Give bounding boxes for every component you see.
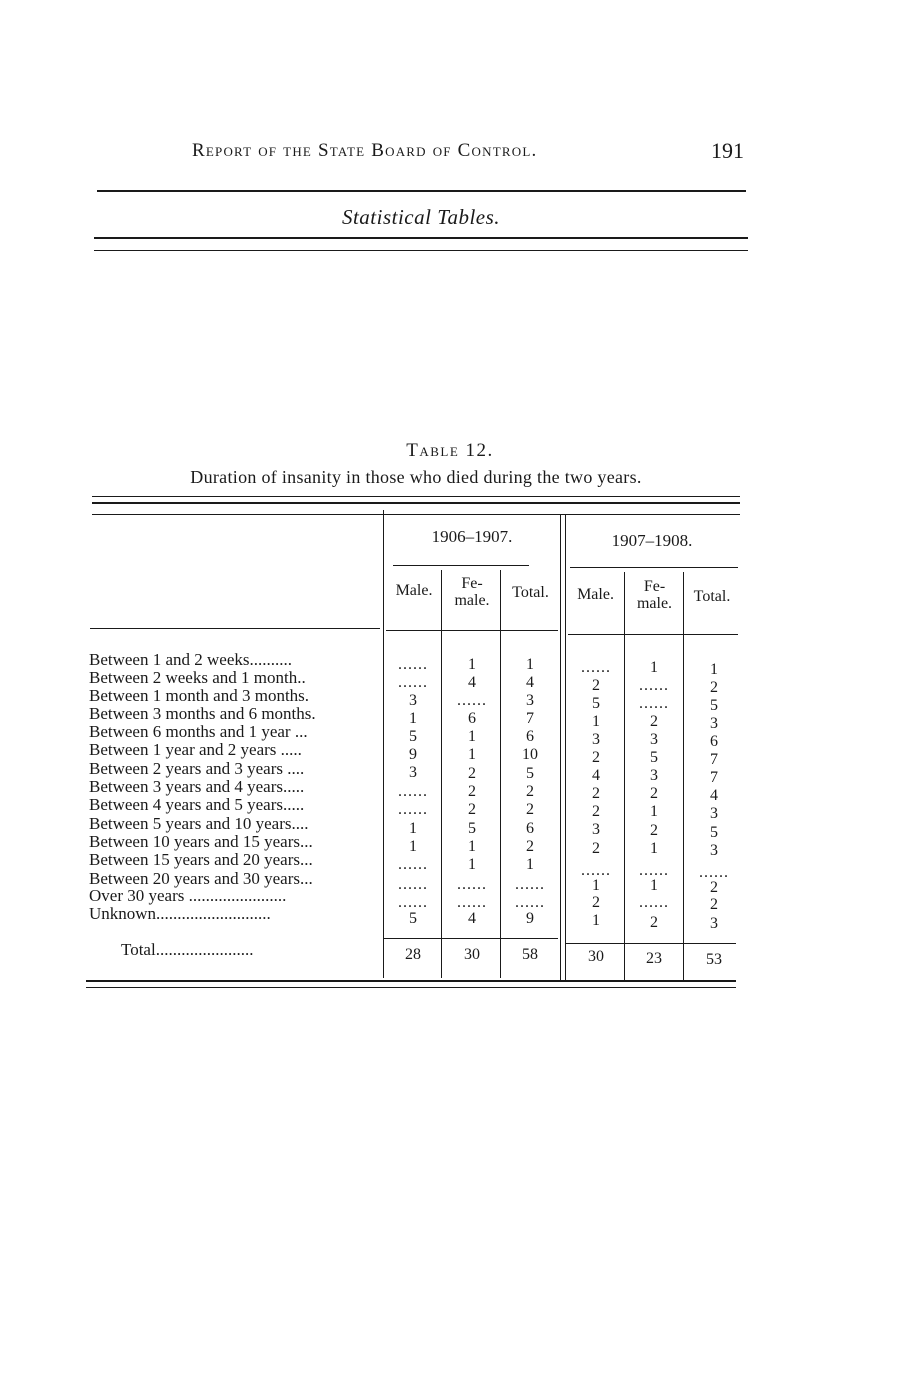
table-cell: 3: [526, 692, 534, 709]
table-cell: 2: [710, 679, 718, 696]
table-cell: ......: [581, 659, 611, 676]
table-cell: ......: [457, 692, 487, 709]
table-cell: 4: [592, 767, 600, 784]
table-cell: 3: [710, 842, 718, 859]
table-top-rule: [92, 496, 740, 497]
col-header-total-2: Total.: [693, 588, 731, 605]
table-cell: 7: [710, 751, 718, 768]
table-cell: 1: [468, 856, 476, 873]
col-divider-2: [500, 570, 501, 978]
table-cell: 3: [650, 767, 658, 784]
table-cell: ......: [515, 876, 545, 893]
table-cell: 5: [409, 910, 417, 927]
row-label: Between 3 years and 4 years.....: [89, 778, 305, 796]
table-cell: ......: [457, 876, 487, 893]
col-header-female-1: Fe- male.: [454, 575, 490, 609]
total-rule-2: [566, 943, 736, 944]
table-cell: 2: [526, 801, 534, 818]
table-label: Table 12.: [406, 440, 494, 461]
row-label: Between 5 years and 10 years....: [89, 815, 309, 833]
table-cell: ......: [515, 894, 545, 911]
table-cell: 3: [592, 821, 600, 838]
table-cell: ......: [398, 894, 428, 911]
table-cell: 1: [650, 659, 658, 676]
row-label: Between 2 weeks and 1 month..: [89, 669, 306, 687]
table-cell: 2: [592, 894, 600, 911]
row-label: Between 15 years and 20 years...: [89, 851, 313, 869]
table-cell: 1: [468, 838, 476, 855]
page-number: 191: [711, 138, 744, 163]
col-header-male-2: Male.: [577, 586, 614, 603]
table-cell: 1: [710, 661, 718, 678]
table-cell: 4: [468, 674, 476, 691]
table-cell: 5: [710, 824, 718, 841]
table-cell: ......: [639, 862, 669, 879]
col-header-rule-2: [568, 634, 738, 635]
table-bottom-rule: [86, 980, 736, 982]
table-cell: 1: [409, 820, 417, 837]
table-cell: 2: [710, 896, 718, 913]
table-cell: 1: [650, 840, 658, 857]
total-cell: 23: [646, 950, 662, 967]
table-cell: 2: [650, 914, 658, 931]
table-top-rule-3: [92, 514, 740, 515]
table-cell: 2: [592, 785, 600, 802]
period-header-1907-1908: 1907–1908.: [611, 531, 693, 550]
table-cell: 5: [592, 695, 600, 712]
table-cell: 1: [650, 803, 658, 820]
table-cell: 3: [710, 715, 718, 732]
col-header-total-1: Total.: [512, 584, 549, 601]
col-divider-mid-b: [565, 514, 566, 980]
table-cell: 3: [592, 731, 600, 748]
table-cell: 4: [468, 910, 476, 927]
col-header-rule-1: [386, 630, 558, 631]
section-rule-bottom: [94, 250, 748, 251]
table-caption: Duration of insanity in those who died during the two years.: [190, 467, 642, 487]
period-rule-1: [393, 565, 529, 566]
table-cell: ......: [398, 674, 428, 691]
table-cell: 6: [526, 728, 534, 745]
table-cell: 2: [468, 765, 476, 782]
stub-header-rule: [90, 628, 380, 629]
table-top-rule-2: [92, 502, 740, 504]
row-label: Between 20 years and 30 years...: [89, 870, 313, 888]
period-header-1906-1907: 1906–1907.: [431, 527, 513, 546]
period-rule-2: [570, 567, 738, 568]
row-label: Between 1 month and 3 months.: [89, 687, 310, 705]
table-cell: 1: [526, 856, 534, 873]
table-cell: ......: [639, 677, 669, 694]
table-cell: 1: [650, 877, 658, 894]
table-cell: 2: [710, 879, 718, 896]
table-cell: 5: [468, 820, 476, 837]
total-cell: 30: [464, 946, 480, 963]
row-label: Between 3 months and 6 months.: [89, 705, 316, 723]
table-cell: ......: [699, 864, 729, 881]
table-cell: ......: [398, 656, 428, 673]
table-cell: 3: [710, 805, 718, 822]
table-cell: 6: [468, 710, 476, 727]
table-cell: ......: [581, 862, 611, 879]
total-label: Total.......................: [121, 941, 254, 959]
total-cell: 53: [706, 951, 722, 968]
table-cell: ......: [398, 876, 428, 893]
table-cell: ......: [639, 894, 669, 911]
table-cell: 5: [409, 728, 417, 745]
table-cell: 5: [526, 765, 534, 782]
table-cell: 3: [409, 764, 417, 781]
table-cell: ......: [398, 801, 428, 818]
total-cell: 28: [405, 946, 421, 963]
col-header-female-2: Fe- male.: [636, 578, 673, 612]
section-title: Statistical Tables.: [341, 205, 501, 229]
table-cell: ......: [398, 856, 428, 873]
table-cell: 2: [592, 749, 600, 766]
table-cell: 3: [710, 915, 718, 932]
table-cell: 3: [409, 692, 417, 709]
table-cell: ......: [457, 894, 487, 911]
running-head: [96, 140, 746, 170]
table-cell: 6: [526, 820, 534, 837]
row-label: Between 4 years and 5 years.....: [89, 796, 305, 814]
row-label: Unknown...........................: [89, 905, 271, 923]
table-cell: 4: [710, 787, 718, 804]
table-cell: 2: [650, 785, 658, 802]
row-label: Between 1 and 2 weeks..........: [89, 651, 293, 669]
table-cell: ......: [639, 695, 669, 712]
table-cell: 1: [592, 912, 600, 929]
table-cell: 1: [409, 710, 417, 727]
total-cell: 58: [522, 946, 538, 963]
table-cell: 7: [526, 710, 534, 727]
table-cell: 5: [650, 749, 658, 766]
table-cell: 1: [592, 713, 600, 730]
col-header-male-1: Male.: [395, 582, 433, 599]
table-cell: 2: [592, 840, 600, 857]
table-cell: 2: [650, 822, 658, 839]
table-cell: 6: [710, 733, 718, 750]
head-rule: [97, 190, 746, 192]
table-cell: 1: [468, 728, 476, 745]
table-cell: 9: [409, 746, 417, 763]
table-cell: 1: [592, 877, 600, 894]
col-divider-1: [441, 570, 442, 978]
total-rule-1: [384, 938, 558, 939]
table-cell: 1: [409, 838, 417, 855]
table-cell: 1: [526, 656, 534, 673]
row-label: Between 2 years and 3 years ....: [89, 760, 305, 778]
table-cell: 7: [710, 769, 718, 786]
table-cell: 10: [522, 746, 538, 763]
table-cell: 2: [526, 783, 534, 800]
table-cell: 2: [650, 713, 658, 730]
table-cell: 2: [468, 783, 476, 800]
table-cell: 2: [526, 838, 534, 855]
row-label: Over 30 years .......................: [89, 887, 287, 905]
table-cell: 1: [468, 656, 476, 673]
col-divider-mid-a: [560, 514, 561, 980]
table-cell: ......: [398, 783, 428, 800]
row-label: Between 10 years and 15 years...: [89, 833, 313, 851]
table-bottom-rule-2: [86, 987, 736, 988]
table-cell: 1: [468, 746, 476, 763]
table-cell: 2: [592, 677, 600, 694]
row-label: Between 6 months and 1 year ...: [89, 723, 308, 741]
table-cell: 3: [650, 731, 658, 748]
table-cell: 9: [526, 910, 534, 927]
running-title: Report of the State Board of Control.: [192, 140, 538, 161]
section-rule: [94, 237, 748, 239]
total-cell: 30: [588, 948, 604, 965]
table-cell: 2: [468, 801, 476, 818]
table-cell: 4: [526, 674, 534, 691]
table-cell: 2: [592, 803, 600, 820]
row-label: Between 1 year and 2 years .....: [89, 741, 302, 759]
col-divider-stub: [383, 510, 384, 978]
table-cell: 5: [710, 697, 718, 714]
